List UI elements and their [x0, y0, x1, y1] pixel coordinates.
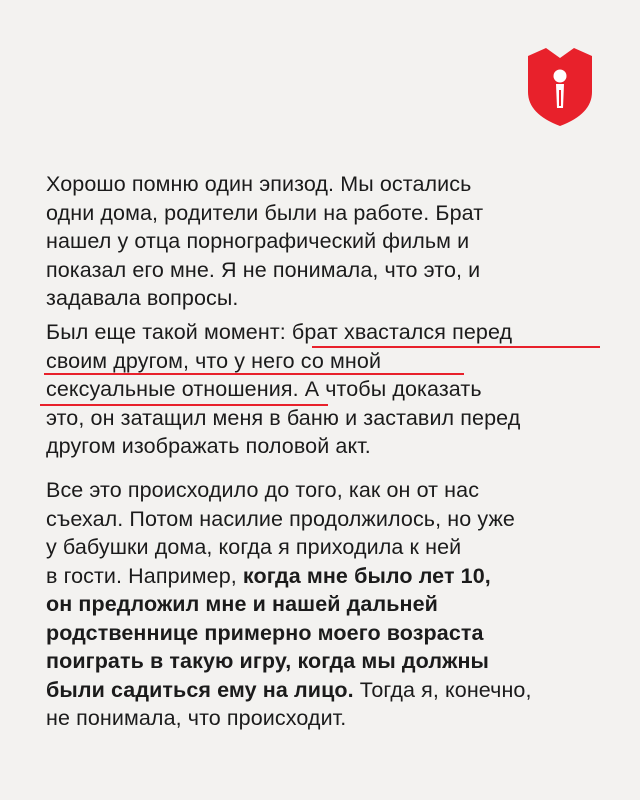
text-fragment: Был еще такой момент	[46, 320, 280, 344]
highlight-underline	[44, 373, 464, 375]
text-line: Хорошо помню один эпизод. Мы остались	[46, 172, 472, 196]
highlight-underline	[312, 346, 600, 348]
text-line	[46, 676, 606, 705]
text-line	[46, 347, 606, 376]
bold-text: когда мне было лет 10,	[242, 563, 491, 588]
text-line	[46, 318, 606, 347]
bold-text: родственнице примерно моего возраста	[46, 620, 484, 645]
paragraph-3	[46, 476, 606, 733]
text-line: съехал. Потом насилие продолжилось, но уже	[46, 506, 515, 531]
text-line: у бабушки дома, когда я приходила к ней	[46, 535, 462, 559]
text-fragment: Тогда я, конечно,	[353, 677, 532, 702]
text-line: одни дома, родители были на работе. Брат	[46, 200, 484, 225]
shield-keyhole-icon	[526, 46, 594, 128]
text-line: не понимала, что происходит.	[46, 706, 347, 730]
highlight-underline	[40, 404, 328, 406]
bold-text: поиграть в такую игру, когда мы должны	[46, 649, 489, 673]
text-line: это, он затащил меня в баню и заставил перед	[46, 405, 521, 430]
text-line: другом изображать половой акт.	[46, 434, 371, 458]
bold-text: были садиться ему на лицо.	[46, 677, 354, 702]
paragraph-2	[46, 318, 606, 461]
bold-text: он предложил мне и нашей дальней	[46, 592, 438, 616]
text-fragment: . А чтобы доказать	[292, 377, 482, 401]
highlighted-text: сексуальные отношения	[46, 377, 293, 401]
highlighted-text: своим другом, что у него со мной	[46, 348, 382, 373]
text-line: задавала вопросы.	[46, 286, 239, 310]
paragraph-1	[46, 170, 606, 313]
text-line: нашел у отца порнографический фильм и	[46, 229, 470, 253]
text-line	[46, 562, 606, 591]
text-line	[46, 375, 606, 404]
highlighted-text: : брат хвастался перед	[279, 320, 513, 344]
text-line: показал его мне. Я не понимала, что это, и	[46, 257, 481, 282]
text-fragment: в гости. Например,	[46, 563, 243, 588]
text-line: Все это происходило до того, как он от нас	[46, 478, 480, 502]
